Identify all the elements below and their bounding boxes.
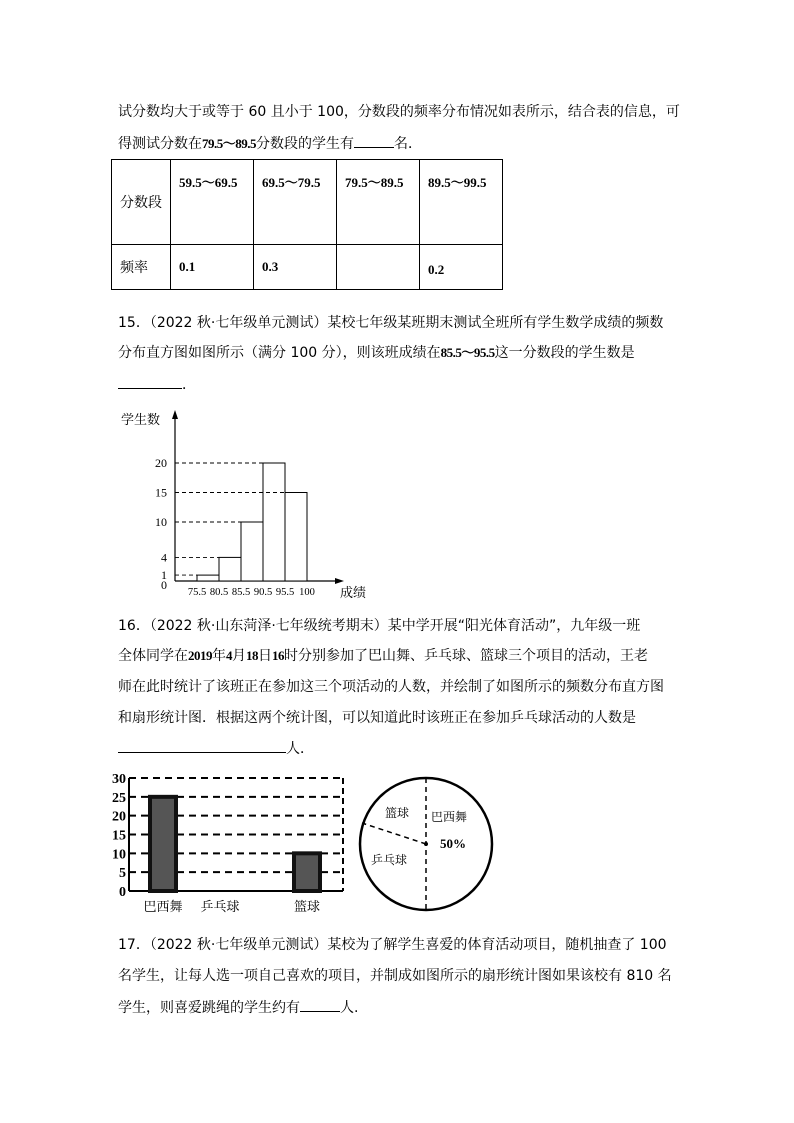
q16-text: 年 bbox=[212, 648, 226, 664]
q16-text: 日 bbox=[258, 648, 272, 664]
pie-label: 篮球 bbox=[385, 806, 410, 820]
x-tick-label: 篮球 bbox=[293, 900, 321, 915]
x-tick-label: 巴西舞 bbox=[143, 900, 183, 915]
q17-line2: 名学生，让每人选一项自己喜欢的项目，并制成如图所示的扇形统计图如果该校有 810 名 bbox=[118, 968, 672, 984]
y-tick-label: 0 bbox=[161, 578, 167, 592]
q15-line1: 15．（2022 秋·七年级单元测试）某校七年级某班期末测试全班所有学生数学成绩的频数 bbox=[118, 315, 664, 331]
q16-line1: 16．（2022 秋·山东菏泽·七年级统考期末）某中学开展“阳光体育活动”，九年级一班 bbox=[118, 618, 641, 634]
table-cell: 79.5～89.5 bbox=[337, 160, 420, 245]
x-axis-label: 成绩 bbox=[340, 586, 367, 601]
q14-text: 得测试分数在 bbox=[118, 136, 202, 152]
histogram-bar bbox=[285, 493, 307, 582]
y-tick-label: 25 bbox=[112, 790, 126, 806]
q14-line1: 试分数均大于或等于 60 且小于 100，分数段的频率分布情况如表所示，结合表的信息，可 bbox=[118, 104, 680, 120]
q16-hour: 16 bbox=[272, 648, 284, 663]
y-tick-label: 20 bbox=[155, 456, 167, 470]
histogram-bar bbox=[219, 557, 241, 581]
y-tick-label: 1 bbox=[161, 568, 167, 583]
y-tick-label: 10 bbox=[112, 847, 126, 863]
table-cell: 89.5～99.5 bbox=[420, 160, 503, 245]
pie-label: 乒乓球 bbox=[371, 853, 408, 867]
table-header-cell: 频率 bbox=[112, 245, 171, 290]
y-tick-label: 10 bbox=[155, 515, 167, 529]
q17-line3 bbox=[118, 997, 358, 1018]
x-tick-label: 90.5 bbox=[253, 587, 273, 598]
y-tick-label: 30 bbox=[112, 772, 126, 787]
x-tick-label: 100 bbox=[299, 587, 315, 598]
q16-text: 人． bbox=[286, 741, 314, 757]
x-tick-label: 80.5 bbox=[209, 587, 229, 598]
pie-center bbox=[424, 842, 428, 846]
x-axis-arrow-icon bbox=[335, 578, 344, 584]
x-tick-label: 95.5 bbox=[275, 587, 295, 598]
activity-bar-chart bbox=[112, 765, 355, 920]
answer-blank[interactable] bbox=[300, 997, 340, 1012]
histogram-bar bbox=[263, 463, 285, 581]
y-tick-label: 20 bbox=[112, 809, 126, 825]
q15-line3 bbox=[118, 374, 196, 395]
table-cell: 0.3 bbox=[254, 245, 337, 290]
table-row bbox=[112, 245, 503, 290]
q16-day: 18 bbox=[246, 648, 258, 663]
q16-year: 2019 bbox=[188, 648, 212, 663]
x-tick-label: 乒乓球 bbox=[200, 900, 240, 915]
y-axis-label: 学生数 bbox=[121, 413, 161, 428]
table-cell: 59.5～69.5 bbox=[171, 160, 254, 245]
q16-text: 时分别参加了巴山舞、乒乓球、篮球三个项目的活动，王老 bbox=[284, 648, 648, 664]
q14-text: 分数段的学生有 bbox=[256, 136, 355, 152]
answer-blank[interactable] bbox=[118, 738, 286, 753]
table-cell[interactable] bbox=[337, 245, 420, 290]
answer-blank[interactable] bbox=[354, 133, 394, 148]
q15-range: 85.5～95.5 bbox=[440, 345, 495, 360]
y-tick-label: 15 bbox=[155, 485, 167, 500]
category-bar bbox=[294, 853, 320, 891]
histogram-chart bbox=[115, 405, 375, 605]
histogram-bar bbox=[197, 575, 219, 581]
y-axis-arrow-icon bbox=[172, 410, 178, 419]
q16-month: 4 bbox=[226, 648, 232, 663]
q15-line2 bbox=[118, 343, 635, 363]
q16-line5 bbox=[118, 738, 314, 759]
q16-line3: 师在此时统计了该班正在参加这三个项活动的人数，并绘制了如图所示的频数分布直方图 bbox=[118, 679, 664, 695]
y-tick-label: 5 bbox=[119, 866, 126, 882]
table-cell: 0.2 bbox=[420, 245, 503, 290]
y-tick-label: 0 bbox=[119, 885, 126, 900]
x-tick-label: 85.5 bbox=[231, 587, 251, 598]
q16-line2 bbox=[118, 646, 648, 666]
q15-text: 这一分数段的学生数是 bbox=[494, 345, 635, 361]
table-header-cell: 分数段 bbox=[112, 160, 171, 245]
category-bar bbox=[150, 797, 176, 891]
q17-text: 学生，则喜爱跳绳的学生约有 bbox=[118, 1000, 300, 1016]
q15-text: ． bbox=[182, 377, 196, 393]
y-tick-label: 15 bbox=[112, 828, 126, 844]
table-cell: 0.1 bbox=[171, 245, 254, 290]
table-cell: 69.5～79.5 bbox=[254, 160, 337, 245]
y-tick-label: 4 bbox=[161, 550, 167, 565]
pie-label: 巴西舞 bbox=[431, 810, 468, 824]
frequency-table bbox=[111, 159, 503, 290]
answer-blank[interactable] bbox=[118, 374, 182, 389]
q16-line4: 和扇形统计图．根据这两个统计图，可以知道此时该班正在参加乒乓球活动的人数是 bbox=[118, 710, 636, 726]
table-row bbox=[112, 160, 503, 245]
q17-text: 人. bbox=[340, 1000, 359, 1016]
x-tick-label: 75.5 bbox=[187, 587, 207, 598]
q16-text: 全体同学在 bbox=[118, 648, 188, 664]
q14-range: 79.5～89.5 bbox=[202, 136, 257, 151]
q14-line2 bbox=[118, 133, 422, 154]
pie-divider bbox=[362, 823, 426, 844]
q14-text: 名． bbox=[394, 136, 423, 152]
q17-line1: 17．（2022 秋·七年级单元测试）某校为了解学生喜爱的体育活动项目，随机抽查了 100 bbox=[118, 937, 667, 953]
q16-text: 月 bbox=[232, 648, 246, 664]
pie-percent: 50% bbox=[440, 836, 466, 851]
histogram-bar bbox=[241, 522, 263, 581]
activity-pie-chart bbox=[355, 768, 505, 918]
q15-text: 分布直方图如图所示（满分 100 分），则该班成绩在 bbox=[118, 345, 441, 361]
